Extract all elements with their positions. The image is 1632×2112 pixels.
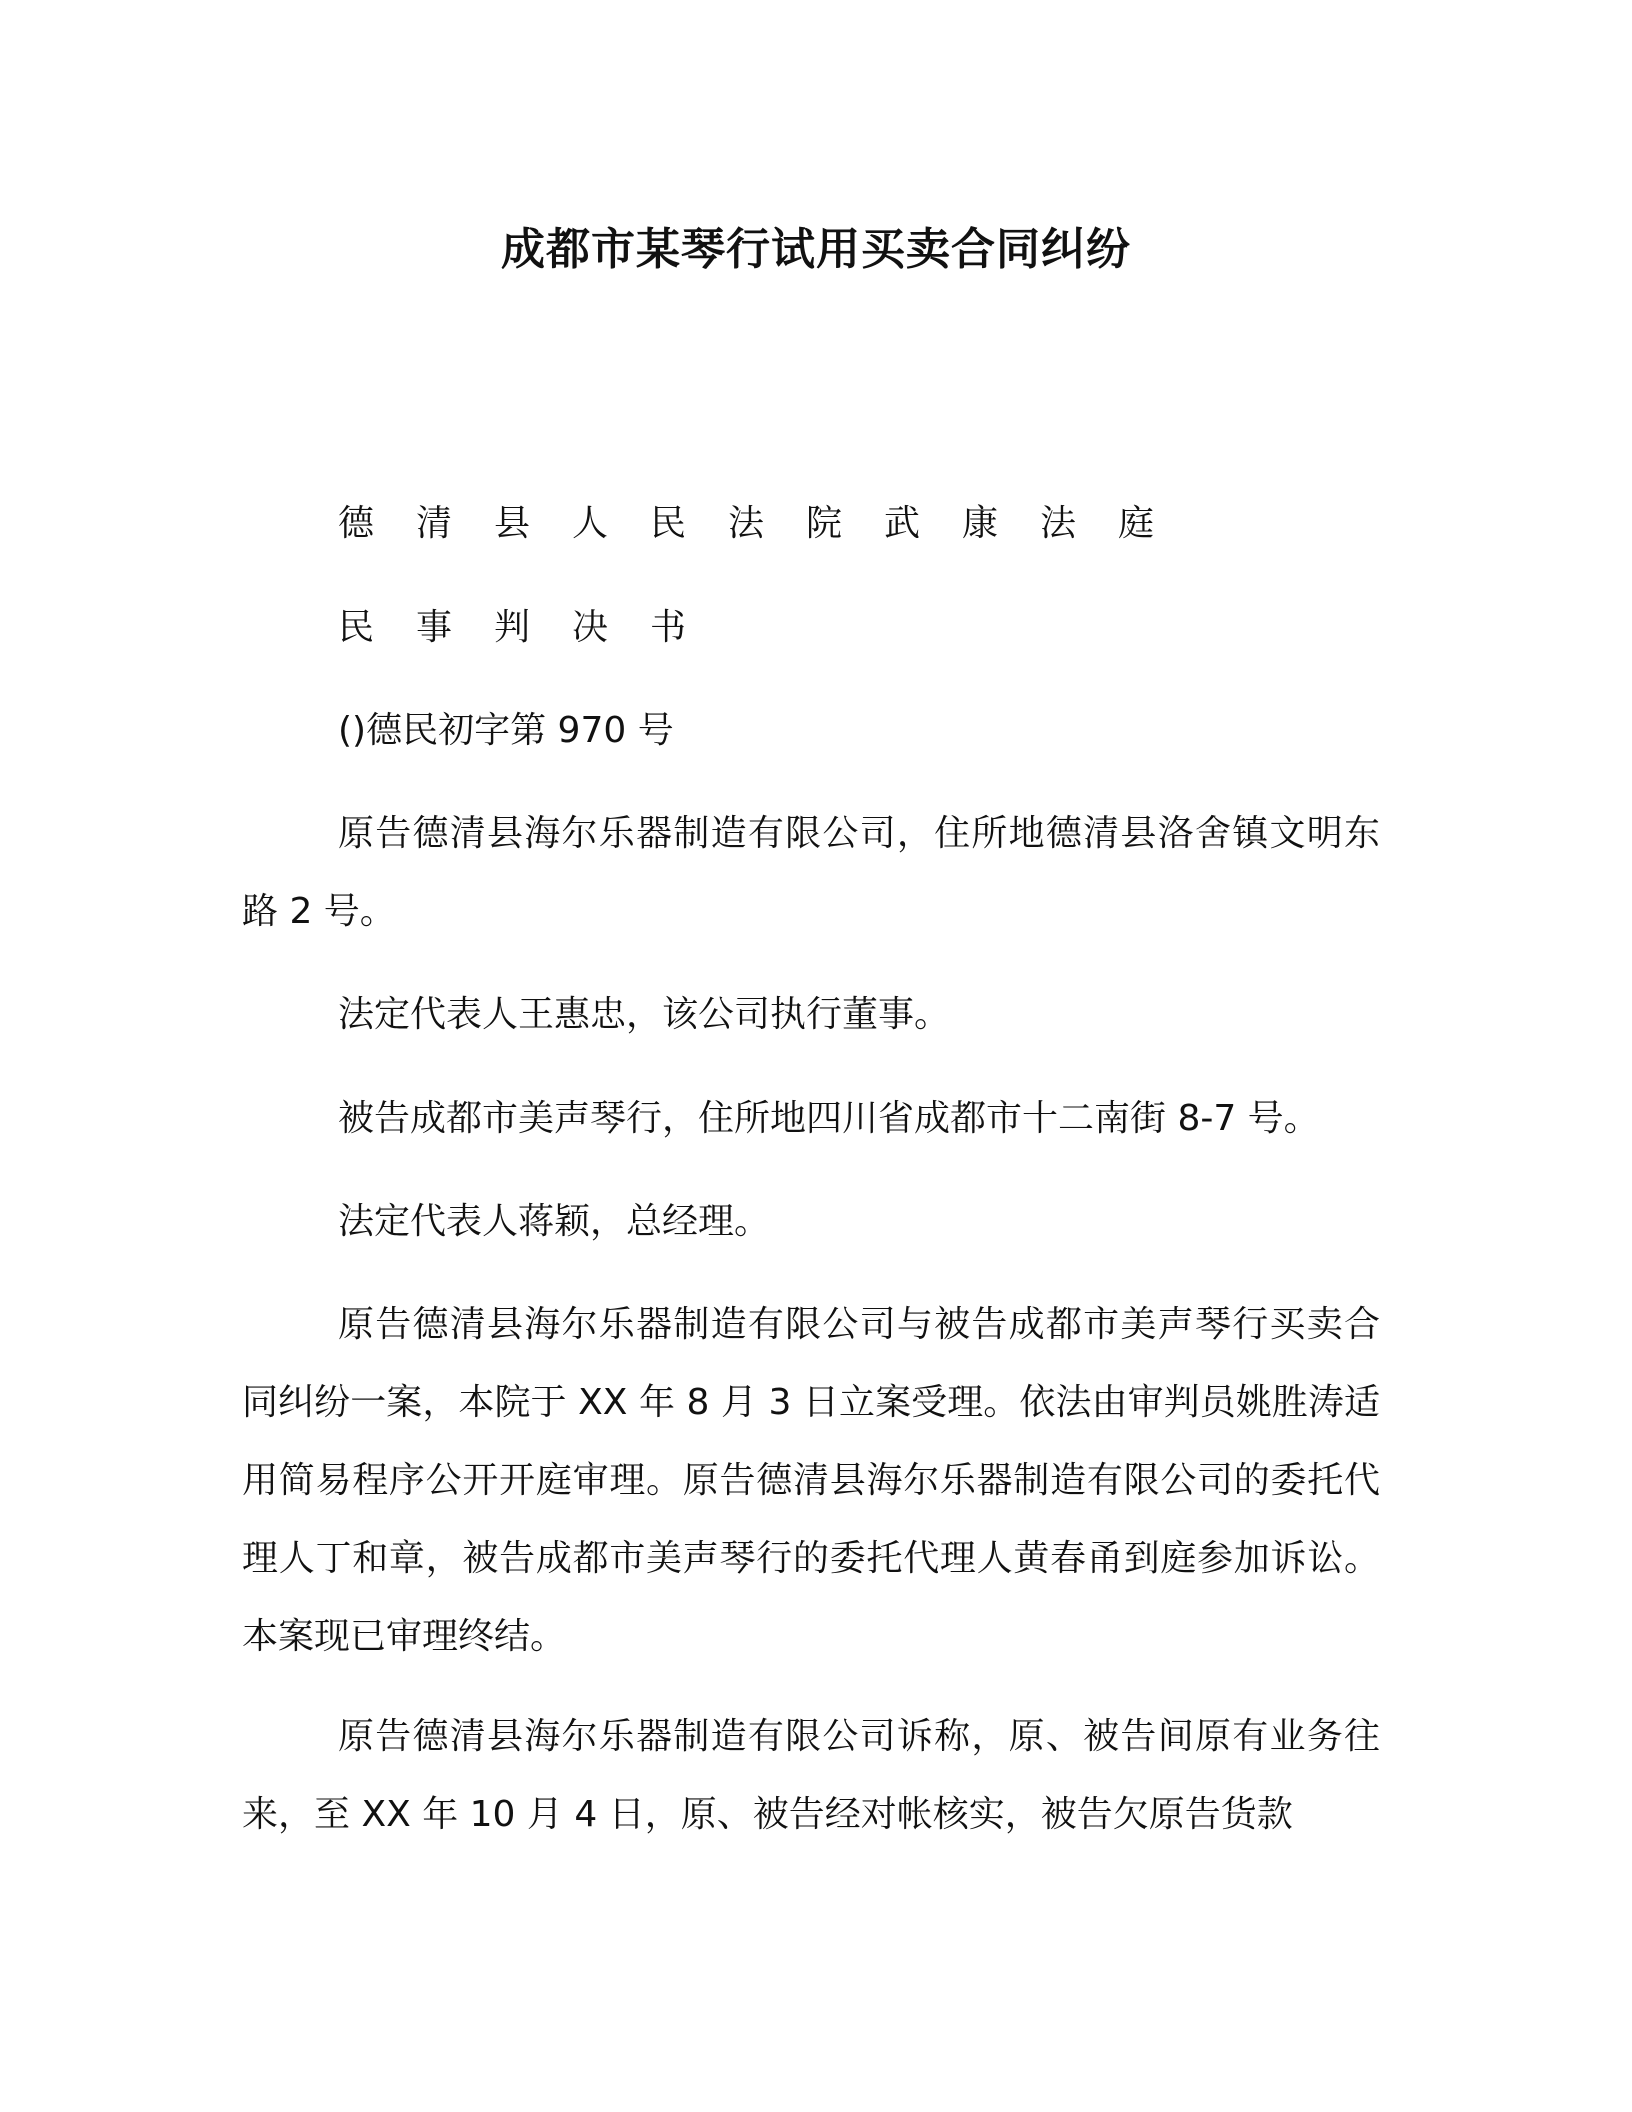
paragraph-defendant-representative: 法定代表人蒋颖，总经理。 (338, 1201, 771, 1242)
paragraph-plaintiff-representative: 法定代表人王惠忠，该公司执行董事。 (338, 994, 951, 1035)
paragraph-plaintiff: 原告德清县海尔乐器制造有限公司，住所地德清县洛舍镇文明东路 2 号。 (242, 813, 1380, 932)
paragraph-case-summary: 原告德清县海尔乐器制造有限公司与被告成都市美声琴行买卖合同纠纷一案，本院于 XX 年 8 月 3 日立案受理。依法由审判员姚胜涛适用简易程序公开开庭审理。原告德清县海尔乐器制造有限公司的委托代理人丁和章，被告成都市美声琴行的委托代理人黄春甬到庭参加诉讼。本案现已审理终结。 (242, 1304, 1380, 1657)
paragraph-plaintiff-claim: 原告德清县海尔乐器制造有限公司诉称，原、被告间原有业务往来，至 XX 年 10 月 4 日，原、被告经对帐核实，被告欠原告货款 (242, 1716, 1380, 1835)
document-type: 民事判决书 (338, 607, 729, 648)
document-title: 成都市某琴行试用买卖合同纠纷 (501, 224, 1131, 275)
paragraph-defendant: 被告成都市美声琴行，住所地四川省成都市十二南街 8-7 号。 (338, 1098, 1320, 1139)
case-number: ()德民初字第 970 号 (338, 710, 674, 751)
court-name: 德清县人民法院武康法庭 (338, 503, 1197, 544)
